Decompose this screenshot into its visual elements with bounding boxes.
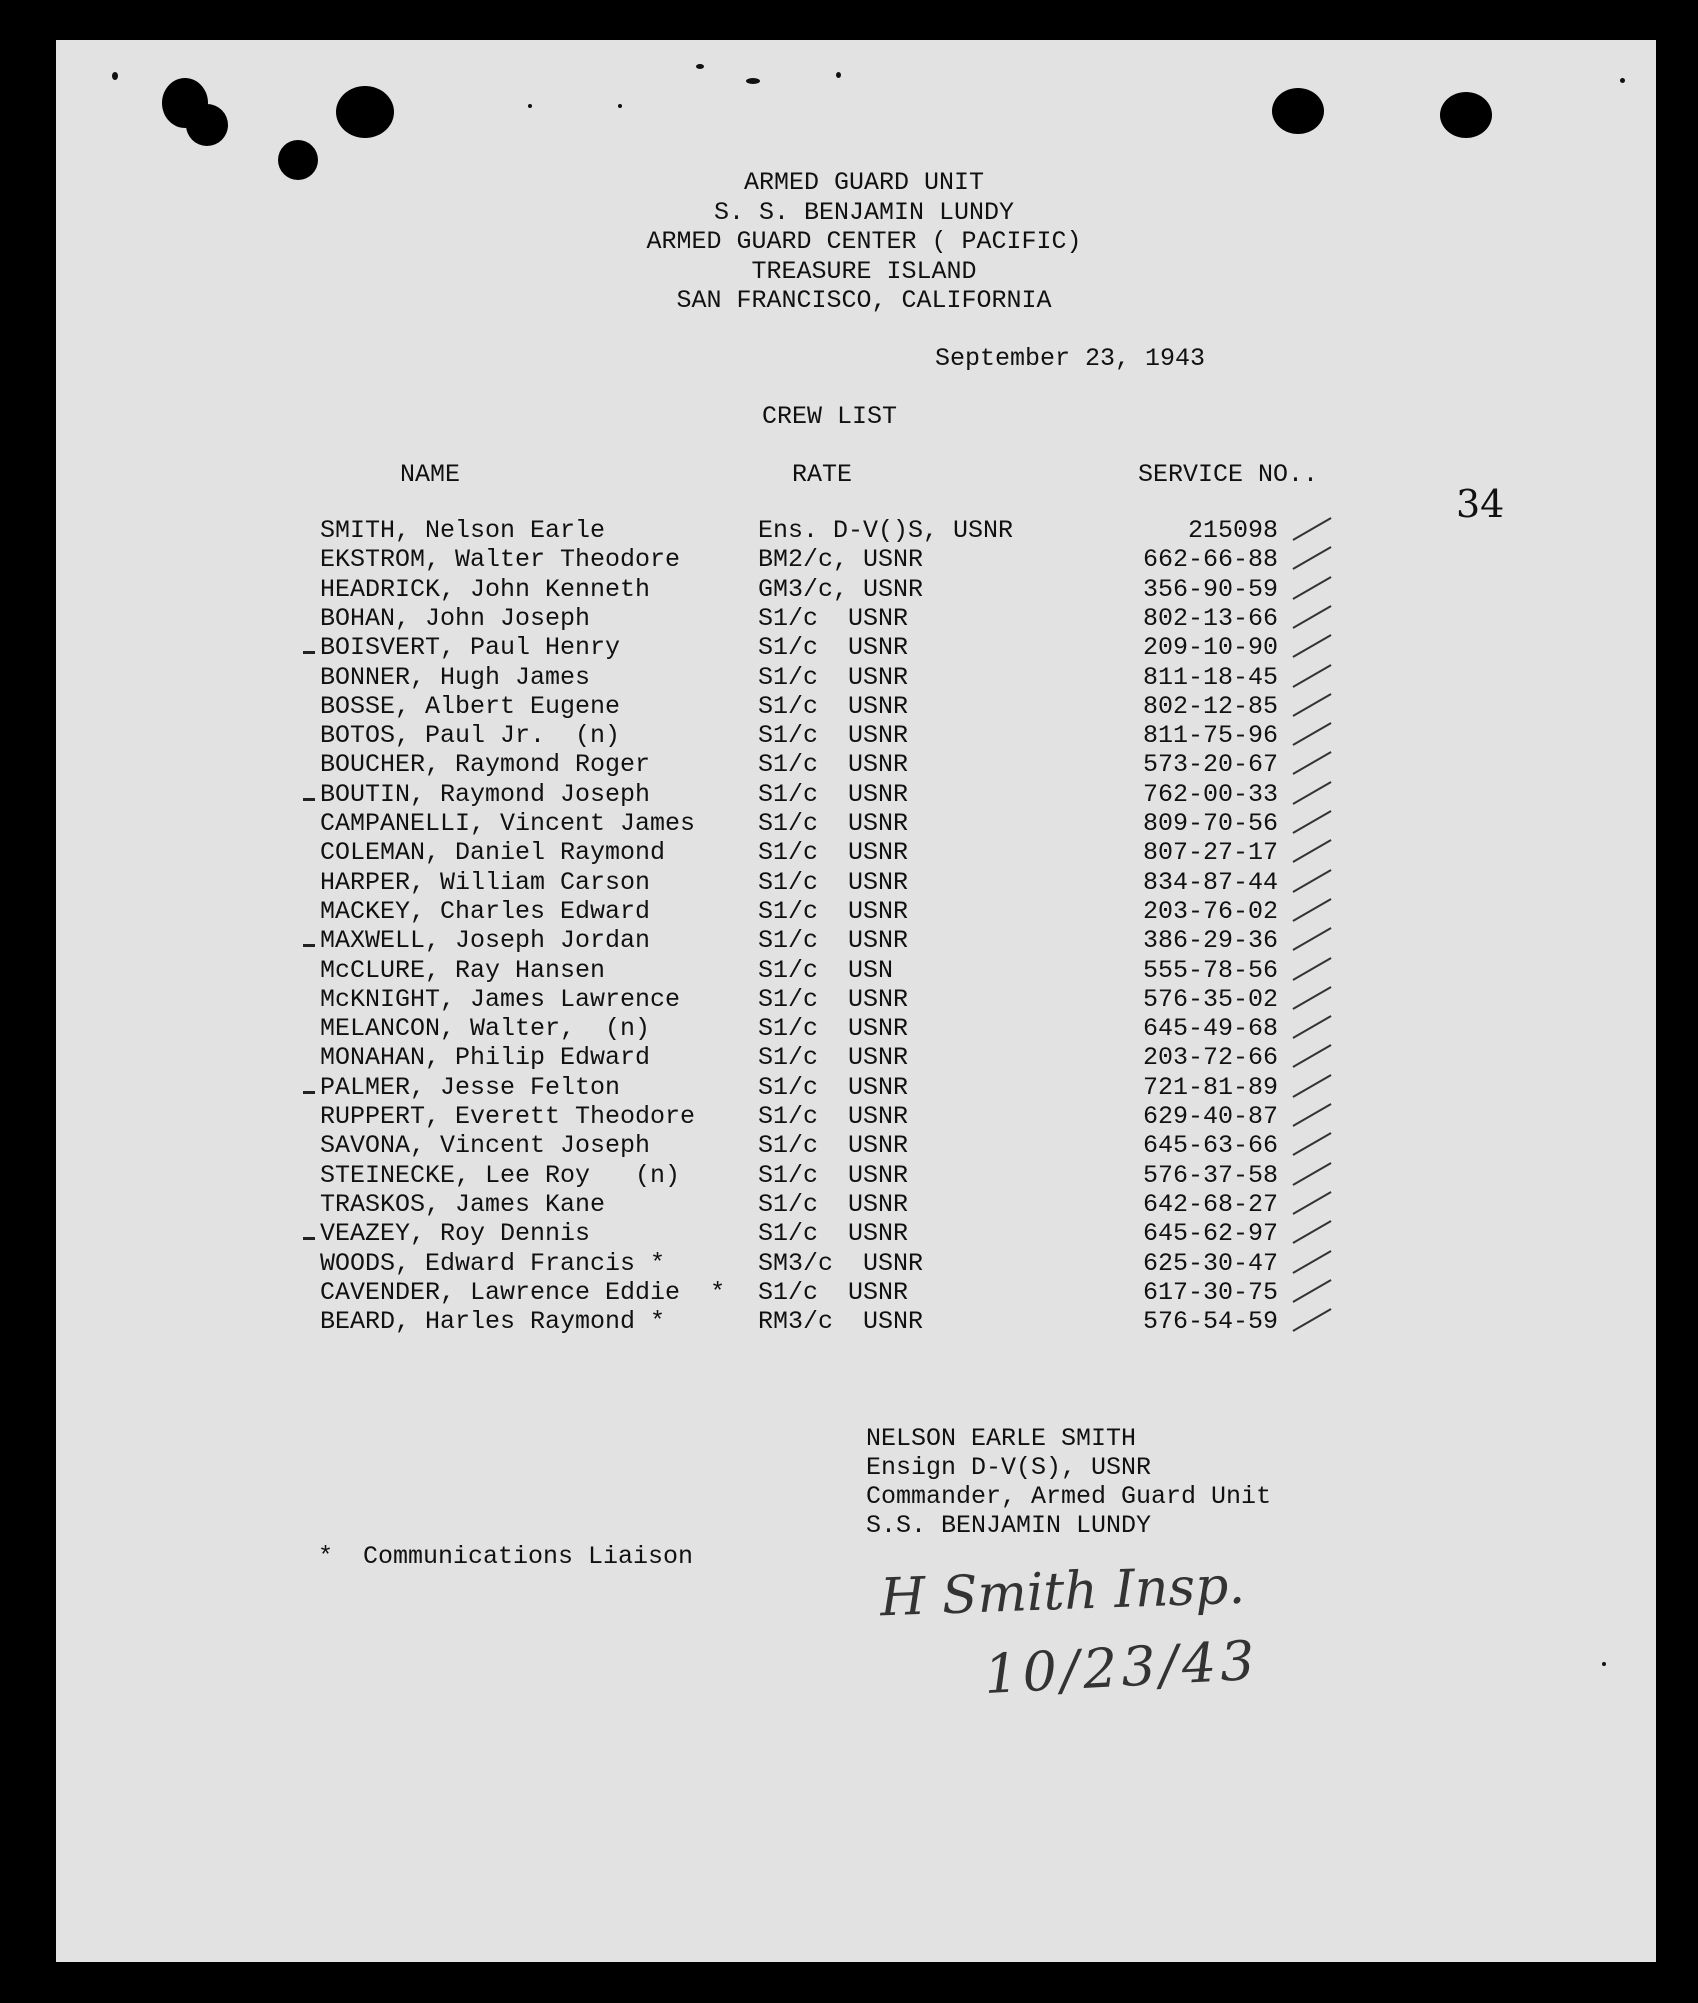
crew-row xyxy=(0,956,1698,985)
check-mark xyxy=(1292,1162,1331,1186)
crew-row xyxy=(0,1249,1698,1278)
margin-dash xyxy=(303,1091,315,1094)
crew-row xyxy=(0,692,1698,721)
check-mark xyxy=(1292,1132,1331,1156)
crew-name: MAXWELL, Joseph Jordan xyxy=(320,926,651,956)
crew-rate: SM3/c USNR xyxy=(758,1248,924,1278)
handwritten-inspection: H Smith Insp. xyxy=(879,1555,1246,1629)
signature-line: S.S. BENJAMIN LUNDY xyxy=(866,1511,1152,1540)
crew-name: MONAHAN, Philip Edward xyxy=(320,1043,651,1073)
crew-service-number: 645-63-66 xyxy=(1142,1131,1278,1161)
crew-service-number: 203-76-02 xyxy=(1142,896,1278,926)
crew-row xyxy=(0,985,1698,1014)
crew-name: RUPPERT, Everett Theodore xyxy=(320,1102,696,1131)
crew-name: BEARD, Harles Raymond * xyxy=(320,1307,666,1337)
crew-row xyxy=(0,1014,1698,1043)
crew-rate: S1/c USNR xyxy=(758,896,909,926)
document-date: September 23, 1943 xyxy=(935,344,1206,373)
crew-service-number: 809-70-56 xyxy=(1142,809,1278,838)
crew-rate: S1/c USNR xyxy=(758,721,909,751)
crew-rate: S1/c USNR xyxy=(758,984,909,1014)
crew-name: BOUCHER, Raymond Roger xyxy=(320,750,651,780)
crew-row xyxy=(0,1131,1698,1160)
crew-row xyxy=(0,1073,1698,1102)
header-line: SAN FRANCISCO, CALIFORNIA xyxy=(676,286,1052,315)
crew-row xyxy=(0,750,1698,779)
crew-service-number: 203-72-66 xyxy=(1142,1043,1278,1073)
signature-line: NELSON EARLE SMITH xyxy=(866,1424,1137,1453)
crew-rate: RM3/c USNR xyxy=(758,1307,924,1337)
crew-row xyxy=(0,545,1698,574)
crew-service-number: 356-90-59 xyxy=(1142,574,1278,604)
punch-hole xyxy=(1440,92,1492,138)
crew-name: EKSTROM, Walter Theodore xyxy=(320,545,681,575)
check-mark xyxy=(1292,576,1331,600)
crew-name: PALMER, Jesse Felton xyxy=(320,1072,621,1102)
crew-row xyxy=(0,1278,1698,1307)
crew-service-number: 642-68-27 xyxy=(1142,1189,1278,1219)
crew-rate: S1/c USNR xyxy=(758,1072,909,1102)
speck xyxy=(618,104,622,108)
crew-rate: GM3/c, USNR xyxy=(758,574,924,604)
crew-service-number: 215098 xyxy=(1187,516,1278,545)
crew-row xyxy=(0,1102,1698,1131)
crew-name: WOODS, Edward Francis * xyxy=(320,1248,666,1278)
check-mark xyxy=(1292,839,1331,863)
crew-name: BOUTIN, Raymond Joseph xyxy=(320,779,651,809)
margin-dash xyxy=(303,1237,315,1240)
margin-dash xyxy=(303,798,315,801)
crew-rate: S1/c USNR xyxy=(758,926,909,956)
crew-rate: S1/c USNR xyxy=(758,1160,909,1190)
crew-rate: S1/c USN xyxy=(758,955,894,985)
crew-row xyxy=(0,868,1698,897)
crew-rate: S1/c USNR xyxy=(758,603,909,633)
crew-rate: S1/c USNR xyxy=(758,750,909,780)
crew-rate: S1/c USNR xyxy=(758,779,909,809)
check-mark xyxy=(1292,1045,1331,1069)
check-mark xyxy=(1292,781,1331,805)
crew-rate: Ens. D-V()S, USNR xyxy=(758,516,1014,545)
crew-row xyxy=(0,1219,1698,1248)
crew-rate: S1/c USNR xyxy=(758,662,909,692)
check-mark xyxy=(1292,927,1331,951)
crew-rate: S1/c USNR xyxy=(758,1219,909,1249)
check-mark xyxy=(1292,1074,1331,1098)
speck xyxy=(112,72,118,80)
crew-row xyxy=(0,1161,1698,1190)
check-mark xyxy=(1292,1220,1331,1244)
crew-service-number: 645-49-68 xyxy=(1142,1014,1278,1044)
check-mark xyxy=(1292,517,1331,541)
crew-service-number: 555-78-56 xyxy=(1142,955,1278,985)
check-mark xyxy=(1292,898,1331,922)
crew-service-number: 721-81-89 xyxy=(1142,1072,1278,1102)
margin-dash xyxy=(303,651,315,654)
crew-row xyxy=(0,575,1698,604)
crew-service-number: 629-40-87 xyxy=(1142,1102,1278,1131)
crew-row xyxy=(0,809,1698,838)
crew-name: McKNIGHT, James Lawrence xyxy=(320,984,681,1014)
check-mark xyxy=(1292,1103,1331,1127)
speck xyxy=(836,72,841,78)
check-mark xyxy=(1292,693,1331,717)
crew-service-number: 802-13-66 xyxy=(1142,603,1278,633)
check-mark xyxy=(1292,1015,1331,1039)
crew-name: BOHAN, John Joseph xyxy=(320,603,591,633)
crew-service-number: 802-12-85 xyxy=(1142,691,1278,721)
check-mark xyxy=(1292,634,1331,658)
check-mark xyxy=(1292,1191,1331,1215)
check-mark xyxy=(1292,869,1331,893)
crew-service-number: 576-37-58 xyxy=(1142,1160,1278,1190)
crew-rate: S1/c USNR xyxy=(758,1014,909,1044)
crew-name: MELANCON, Walter, (n) xyxy=(320,1014,651,1044)
crew-service-number: 617-30-75 xyxy=(1142,1277,1278,1307)
crew-name: BOTOS, Paul Jr. (n) xyxy=(320,721,621,751)
letterhead xyxy=(0,168,1698,316)
crew-name: HARPER, William Carson xyxy=(320,867,651,897)
crew-service-number: 625-30-47 xyxy=(1142,1248,1278,1278)
crew-row xyxy=(0,838,1698,867)
crew-name: BOISVERT, Paul Henry xyxy=(320,633,621,663)
crew-rate: S1/c USNR xyxy=(758,838,909,868)
speck xyxy=(1620,78,1625,83)
margin-dash xyxy=(303,944,315,947)
check-mark xyxy=(1292,986,1331,1010)
crew-name: COLEMAN, Daniel Raymond xyxy=(320,838,666,868)
crew-name: STEINECKE, Lee Roy (n) xyxy=(320,1160,681,1190)
crew-service-number: 209-10-90 xyxy=(1142,633,1278,663)
handwritten-date: 10/23/43 xyxy=(982,1628,1260,1707)
signature-line: Commander, Armed Guard Unit xyxy=(866,1482,1272,1511)
check-mark xyxy=(1292,546,1331,570)
header-line: ARMED GUARD UNIT xyxy=(743,168,985,197)
check-mark xyxy=(1292,810,1331,834)
crew-name: SAVONA, Vincent Joseph xyxy=(320,1131,651,1161)
punch-hole xyxy=(1272,88,1324,134)
check-mark xyxy=(1292,1279,1331,1303)
column-header-name: NAME xyxy=(400,460,461,489)
crew-service-number: 834-87-44 xyxy=(1142,867,1278,897)
crew-service-number: 576-35-02 xyxy=(1142,984,1278,1014)
crew-name: MACKEY, Charles Edward xyxy=(320,896,651,926)
check-mark xyxy=(1292,1250,1331,1274)
speck xyxy=(746,78,760,84)
speck xyxy=(696,64,704,69)
crew-row xyxy=(0,516,1698,545)
header-line: TREASURE ISLAND xyxy=(751,256,977,286)
crew-row xyxy=(0,633,1698,662)
crew-name: VEAZEY, Roy Dennis xyxy=(320,1219,591,1249)
crew-row xyxy=(0,1190,1698,1219)
crew-row xyxy=(0,1307,1698,1336)
check-mark xyxy=(1292,957,1331,981)
crew-rate: S1/c USNR xyxy=(758,1102,909,1131)
crew-row xyxy=(0,1043,1698,1072)
crew-row xyxy=(0,604,1698,633)
crew-rate: S1/c USNR xyxy=(758,1189,909,1219)
crew-row xyxy=(0,780,1698,809)
crew-service-number: 662-66-88 xyxy=(1142,545,1278,575)
crew-rate: S1/c USNR xyxy=(758,867,909,897)
crew-row xyxy=(0,897,1698,926)
crew-service-number: 807-27-17 xyxy=(1142,838,1278,868)
header-line: ARMED GUARD CENTER ( PACIFIC) xyxy=(646,227,1082,256)
punch-hole xyxy=(186,104,228,146)
crew-row xyxy=(0,926,1698,955)
crew-rate: S1/c USNR xyxy=(758,1131,909,1161)
header-line: S. S. BENJAMIN LUNDY xyxy=(713,197,1015,227)
crew-name: BOSSE, Albert Eugene xyxy=(320,691,621,721)
crew-rate: S1/c USNR xyxy=(758,1043,909,1073)
page-number: 34 xyxy=(1456,482,1505,526)
crew-service-number: 762-00-33 xyxy=(1142,779,1278,809)
crew-name: McCLURE, Ray Hansen xyxy=(320,955,606,985)
crew-name: BONNER, Hugh James xyxy=(320,662,591,692)
check-mark xyxy=(1292,605,1331,629)
signature-line: Ensign D-V(S), USNR xyxy=(866,1453,1152,1482)
crew-rate: S1/c USNR xyxy=(758,633,909,663)
crew-name: CAVENDER, Lawrence Eddie * xyxy=(320,1277,726,1307)
check-mark xyxy=(1292,752,1331,776)
footnote: * Communications Liaison xyxy=(318,1542,694,1571)
crew-rate: S1/c USNR xyxy=(758,691,909,721)
crew-row xyxy=(0,721,1698,750)
crew-row xyxy=(0,663,1698,692)
crew-service-number: 576-54-59 xyxy=(1142,1307,1278,1337)
crew-service-number: 811-18-45 xyxy=(1142,662,1278,692)
crew-rate: BM2/c, USNR xyxy=(758,545,924,575)
column-header-service: SERVICE NO.. xyxy=(1138,460,1319,489)
check-mark xyxy=(1292,722,1331,746)
crew-name: CAMPANELLI, Vincent James xyxy=(320,809,696,838)
punch-hole xyxy=(336,86,394,138)
crew-service-number: 386-29-36 xyxy=(1142,926,1278,956)
crew-rate: S1/c USNR xyxy=(758,1277,909,1307)
crew-name: SMITH, Nelson Earle xyxy=(320,516,606,545)
crew-rate: S1/c USNR xyxy=(758,809,909,838)
check-mark xyxy=(1292,1308,1331,1332)
list-title: CREW LIST xyxy=(762,402,898,431)
speck xyxy=(528,104,532,108)
check-mark xyxy=(1292,664,1331,688)
crew-service-number: 645-62-97 xyxy=(1142,1219,1278,1249)
column-header-rate: RATE xyxy=(792,460,853,489)
crew-service-number: 811-75-96 xyxy=(1142,721,1278,751)
crew-service-number: 573-20-67 xyxy=(1142,750,1278,780)
crew-name: TRASKOS, James Kane xyxy=(320,1189,606,1219)
speck xyxy=(1602,1662,1606,1666)
crew-name: HEADRICK, John Kenneth xyxy=(320,574,651,604)
